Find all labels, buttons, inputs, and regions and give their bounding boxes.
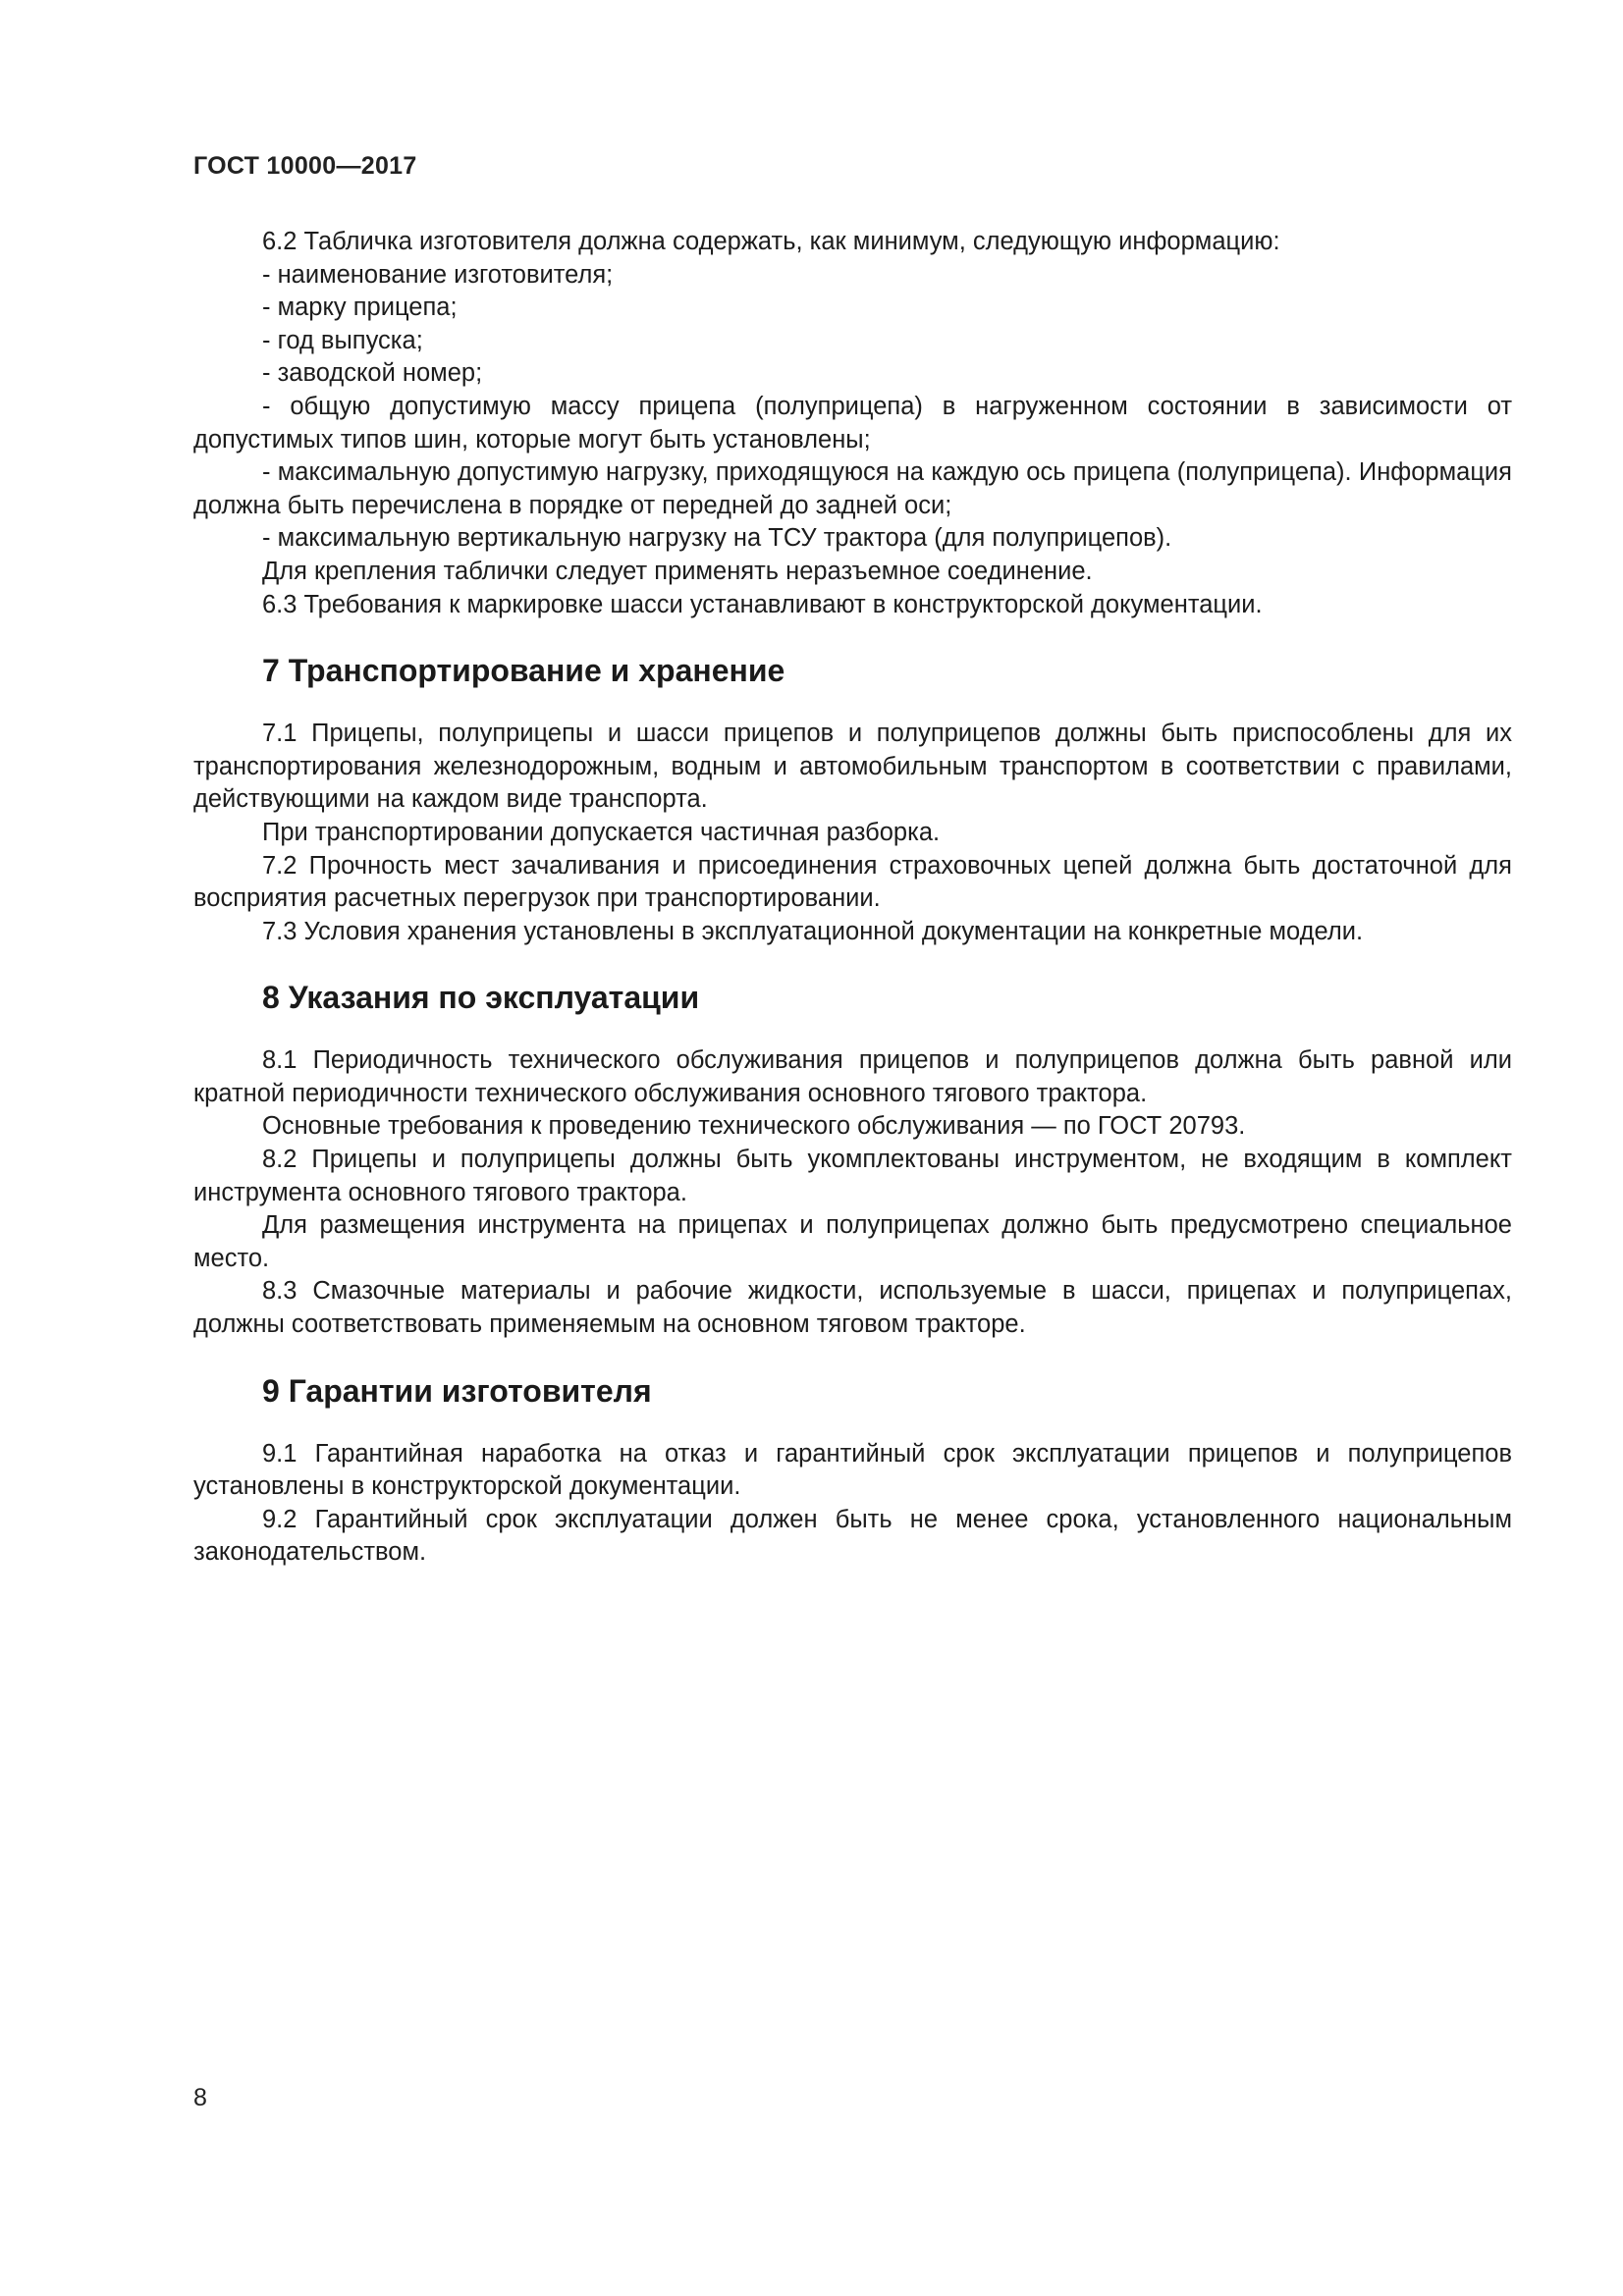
paragraph: Для размещения инструмента на прицепах и полуприцепах должно быть предусмотрено специальное место. [193,1211,1512,1272]
section-heading-7: 7 Транспортирование и хранение [262,653,785,689]
list-item: - общую допустимую массу прицепа (полуприцепа) в нагруженном состоянии в зависимости от допустимых типов шин, которые могут быть установлены; [193,392,1512,454]
list-item: - заводской номер; [262,359,483,388]
clause-7-1: 7.1 Прицепы, полуприцепы и шасси прицепов и полуприцепов должны быть приспособлены для их транспортирования железнодорожным, водным и автомобильным транспортом в соответствии с правилами, действующими на каждом виде транспорта. [193,720,1512,814]
paragraph: Для крепления таблички следует применять неразъемное соединение. [262,557,1093,585]
list-item: - наименование изготовителя; [262,260,614,289]
list-item: - максимальную вертикальную нагрузку на ТСУ трактора (для полуприцепов). [262,524,1172,553]
clause-7-2: 7.2 Прочность мест зачаливания и присоединения страховочных цепей должна быть достаточной для восприятия расчетных перегрузок при транспортировании. [193,851,1512,913]
section-heading-9: 9 Гарантии изготовителя [262,1372,652,1409]
clause-8-2: 8.2 Прицепы и полуприцепы должны быть укомплектованы инструментом, не входящим в комплект инструмента основного тягового трактора. [193,1146,1512,1206]
clause-7-3: 7.3 Условия хранения установлены в эксплуатационной документации на конкретные модели. [262,917,1364,945]
paragraph: Основные требования к проведению технического обслуживания — по ГОСТ 20793. [262,1112,1246,1141]
document-header: ГОСТ 10000—2017 [193,152,417,180]
paragraph: При транспортировании допускается частичная разборка. [262,818,941,846]
list-item: - марку прицепа; [262,294,458,322]
list-item: - максимальную допустимую нагрузку, приходящуюся на каждую ось прицепа (полуприцепа). Информация должна быть перечислена в порядке от передней до задней оси; [193,458,1512,519]
page-number: 8 [193,2084,207,2111]
clause-9-2: 9.2 Гарантийный срок эксплуатации должен быть не менее срока, установленного национальным законодательством. [193,1505,1512,1567]
document-body [193,226,1512,1570]
clause-8-1: 8.1 Периодичность технического обслуживания прицепов и полуприцепов должна быть равной или кратной периодичности технического обслуживания основного тягового трактора. [193,1046,1512,1107]
section-heading-8: 8 Указания по эксплуатации [262,980,700,1016]
clause-8-3: 8.3 Смазочные материалы и рабочие жидкости, используемые в шасси, прицепах и полуприцепах, должны соответствовать применяемым на основном тяговом тракторе. [193,1277,1512,1339]
clause-6-3: 6.3 Требования к маркировке шасси устанавливают в конструкторской документации. [262,590,1263,618]
clause-6-2: 6.2 Табличка изготовителя должна содержать, как минимум, следующую информацию: [262,228,1280,255]
clause-9-1: 9.1 Гарантийная наработка на отказ и гарантийный срок эксплуатации прицепов и полуприцепов установлены в конструкторской документации. [193,1439,1512,1501]
list-item: - год выпуска; [262,326,423,354]
